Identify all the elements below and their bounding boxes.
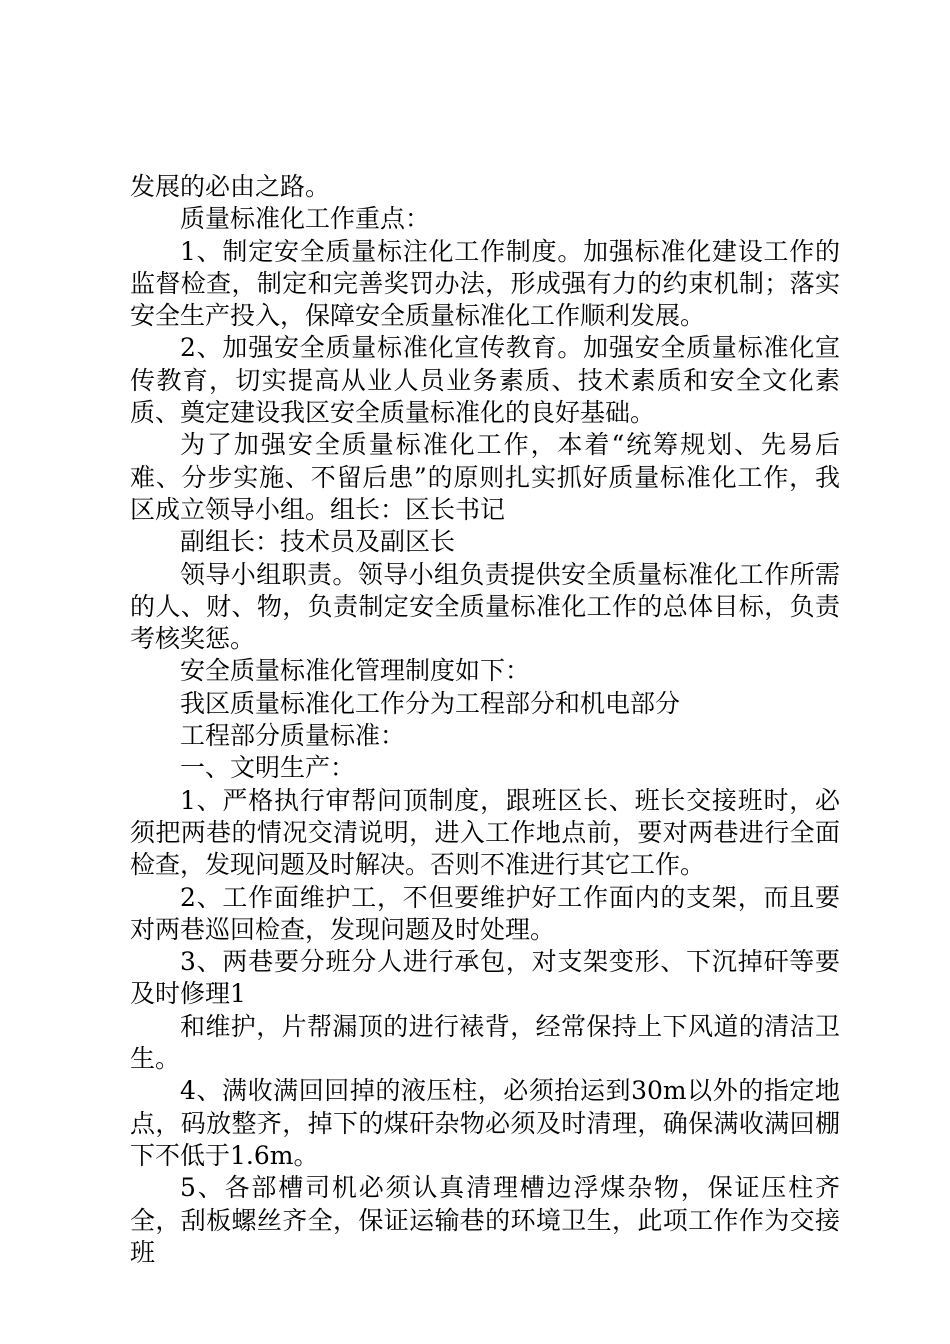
paragraph-rule-3-continued: 和维护，片帮漏顶的进行裱背，经常保持上下风道的清洁卫生。 [130,1011,840,1074]
paragraph-rule-2: 2、工作面维护工，不但要维护好工作面内的支架，而且要对两巷巡回检查，发现问题及时处理。 [130,882,840,944]
paragraph-civilized-production: 一、文明生产： [180,753,356,783]
paragraph-management-system: 安全质量标准化管理制度如下： [180,656,531,686]
paragraph-continuation: 发展的必由之路。 [130,172,331,201]
paragraph-rule-3: 3、两巷要分班分人进行承包，对支架变形、下沉掉矸等要及时修理1 [130,947,840,1009]
paragraph-group-duties: 领导小组职责。领导小组负责提供安全质量标准化工作所需的人、财、物，负责制定安全质量标准化工作的总体目标，负责考核奖惩。 [130,559,840,654]
paragraph-deputy-leader: 副组长：技术员及副区长 [180,527,456,557]
paragraph-rule-1: 1、严格执行审帮问顶制度，跟班区长、班长交接班时，必须把两巷的情况交清说明，进入工作地点前，要对两巷进行全面检查，发现问题及时解决。否则不准进行其它工作。 [130,785,840,880]
paragraph-work-division: 我区质量标准化工作分为工程部分和机电部分 [180,688,681,718]
paragraph-item-2: 2、加强安全质量标准化宣传教育。加强安全质量标准化宣传教育，切实提高从业人员业务素质、技术素质和安全文化素质、奠定建设我区安全质量标准化的良好基础。 [130,333,840,428]
paragraph-leadership-group: 为了加强安全质量标准化工作，本着“统筹规划、先易后难、分步实施、不留后患”的原则扎实抓好质量标准化工作，我区成立领导小组。组长：区长书记 [130,430,840,524]
body-text [130,171,840,1269]
paragraph-rule-4: 4、满收满回回掉的液压柱，必须抬运到30m以外的指定地点，码放整齐，掉下的煤矸杂物必须及时清理，确保满收满回棚下不低于1.6m。 [130,1076,840,1170]
paragraph-rule-5: 5、各部槽司机必须认真清理槽边浮煤杂物，保证压柱齐全，刮板螺丝齐全，保证运输巷的环境卫生，此项工作作为交接班 [130,1173,840,1267]
paragraph-item-1: 1、制定安全质量标注化工作制度。加强标准化建设工作的监督检查，制定和完善奖罚办法，形成强有力的约束机制；落实安全生产投入，保障安全质量标准化工作顺利发展。 [130,236,840,331]
paragraph-heading-key-points: 质量标准化工作重点： [180,204,431,234]
paragraph-engineering-standard: 工程部分质量标准： [180,721,406,751]
